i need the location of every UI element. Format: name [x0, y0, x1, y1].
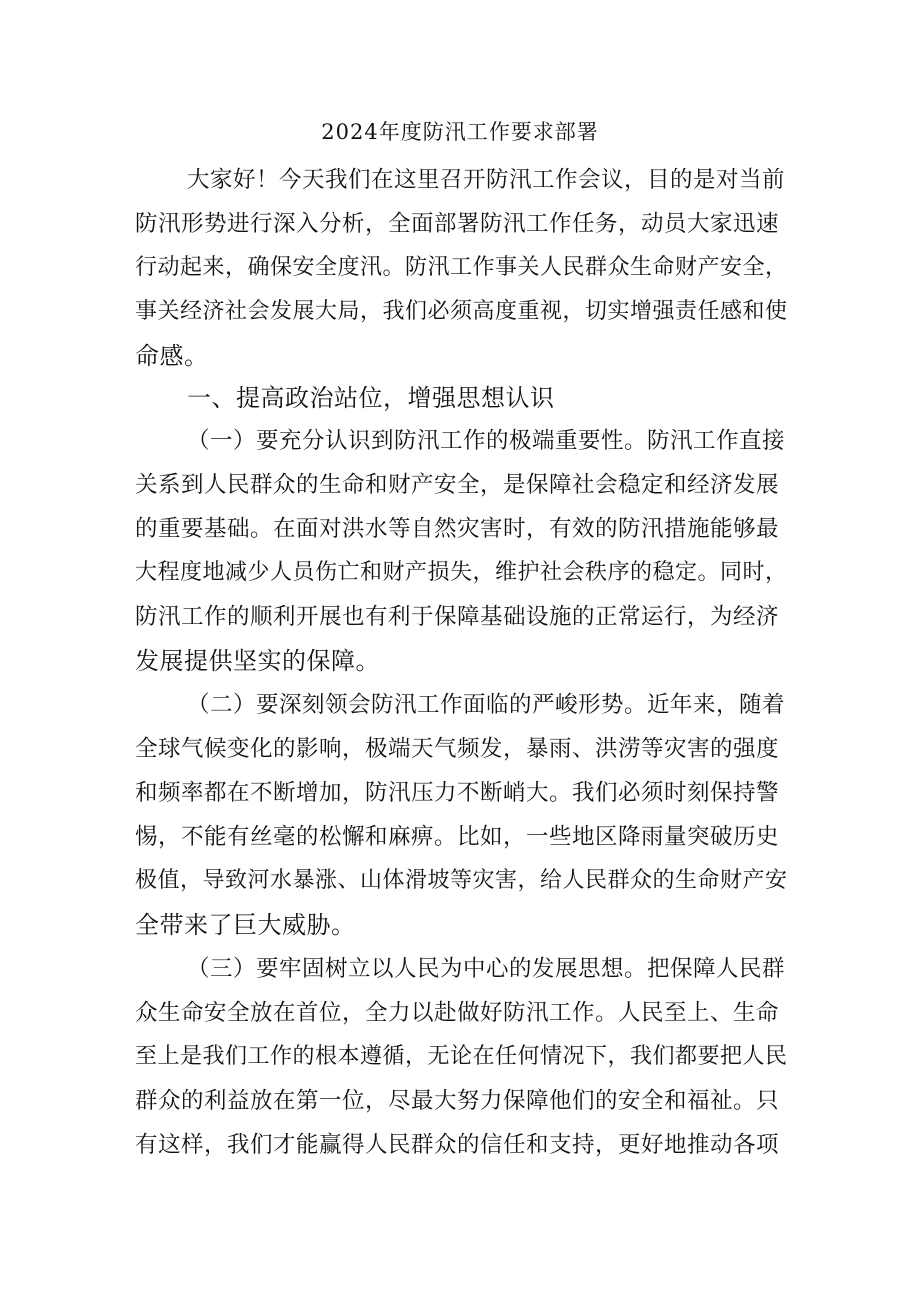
body-line: （三）要牢固树立以人民为中心的发展思想。把保障人民群 [187, 956, 786, 982]
body-line: 防汛形势进行深入分析，全面部署防汛工作任务，动员大家迅速 [135, 211, 780, 237]
body-line: 大程度地减少人员伤亡和财产损失，维护社会秩序的稳定。同时， [135, 560, 788, 585]
body-line: 众生命安全放在首位，全力以赴做好防汛工作。人民至上、生命 [135, 1000, 780, 1026]
body-line: 的重要基础。在面对洪水等自然灾害时，有效的防汛措施能够最 [135, 516, 780, 542]
body-line: 全带来了巨大威胁。 [135, 911, 356, 939]
body-line: 命感。 [135, 342, 209, 370]
body-line: 事关经济社会发展大局，我们必须高度重视，切实增强责任感和使 [135, 299, 788, 324]
body-line: 有这样，我们才能赢得人民群众的信任和支持，更好地推动各项 [135, 1132, 780, 1158]
body-line: （二）要深刻领会防汛工作面临的严峻形势。近年来，随着 [187, 692, 786, 718]
body-line: 群众的利益放在第一位，尽最大努力保障他们的安全和福祉。只 [135, 1088, 780, 1114]
body-line: 大家好！今天我们在这里召开防汛工作会议，目的是对当前 [187, 167, 786, 193]
section-heading: 一、提高政治站位，增强思想认识 [187, 384, 555, 412]
body-line: 行动起来，确保安全度汛。防汛工作事关人民群众生命财产安全， [135, 255, 788, 280]
body-line: 发展提供坚实的保障。 [135, 647, 380, 675]
body-line: （一）要充分认识到防汛工作的极端重要性。防汛工作直接 [187, 428, 786, 454]
body-line: 防汛工作的顺利开展也有利于保障基础设施的正常运行，为经济 [135, 604, 780, 630]
body-line: 全球气候变化的影响，极端天气频发，暴雨、洪涝等灾害的强度 [135, 736, 780, 762]
body-line: 至上是我们工作的根本遵循，无论在任何情况下，我们都要把人民 [135, 1044, 788, 1069]
document-title: 2024年度防汛工作要求部署 [321, 120, 599, 144]
body-line: 和频率都在不断增加，防汛压力不断峭大。我们必须时刻保持警 [135, 780, 780, 806]
body-line: 关系到人民群众的生命和财产安全，是保障社会稳定和经济发展 [135, 472, 780, 498]
body-line: 惕，不能有丝毫的松懈和麻痹。比如，一些地区降雨量突破历史 [135, 824, 780, 850]
body-line: 极值，导致河水暴涨、山体滑坡等灾害，给人民群众的生命财产安 [135, 868, 788, 893]
